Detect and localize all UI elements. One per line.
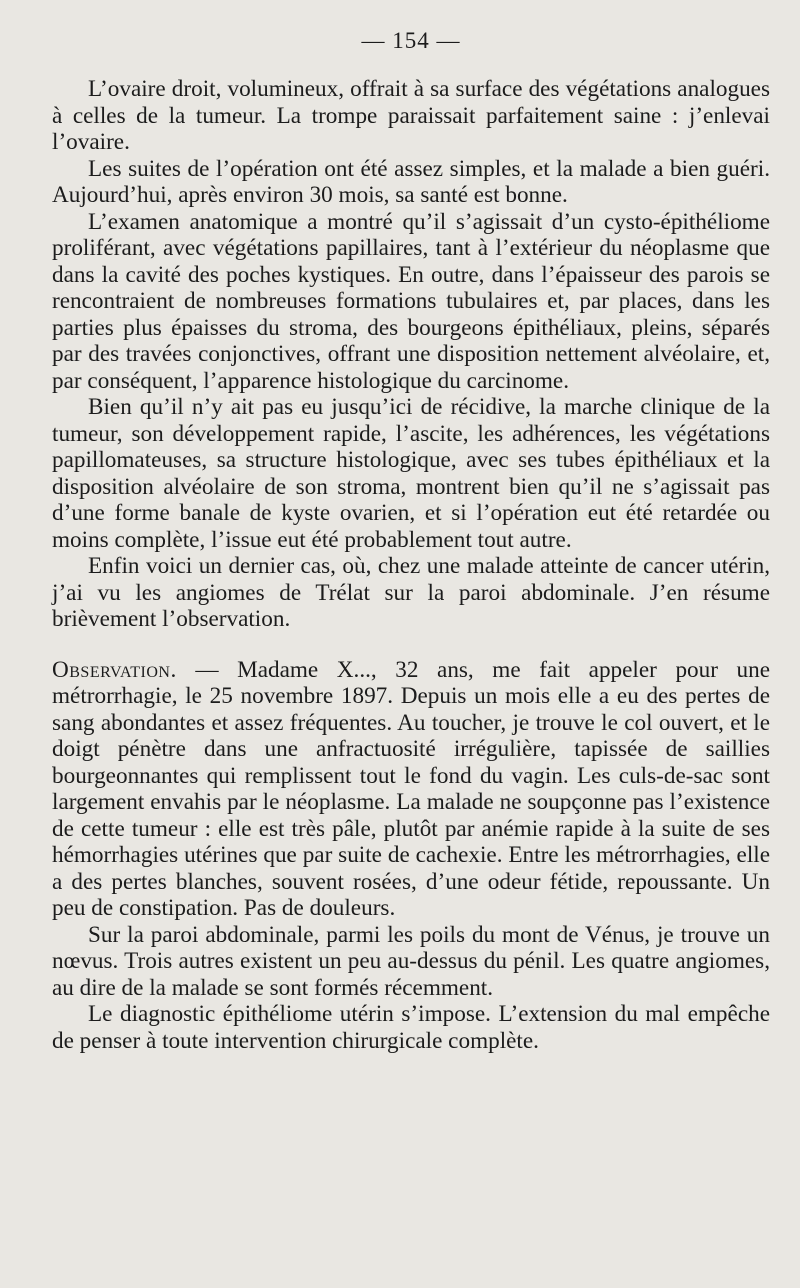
paragraph-anatomy: L’examen anatomique a montré qu’il s’agissait d’un cysto-épithéliome proliférant, avec végétations papillaires, tant à l’extérieur du néoplasme que dans la cavité des poches kystiques. En outre, dans l’épaisseur des parois se rencontraient de nombreuses formations tubulaires et, par places, dans les parties plus épaisses du stroma, des bourgeons épithéliaux, pleins, séparés par des travées conjonctives, offrant une disposition nettement alvéolaire, et, par conséquent, l’apparence histologique du carcinome.	[52, 208, 770, 394]
observation-label: Observation.	[52, 656, 177, 683]
page-text	[52, 76, 770, 1054]
paragraph-recovery: Les suites de l’opération ont été assez simples, et la malade a bien guéri. Aujourd’hui, après environ 30 mois, sa santé est bonne.	[52, 155, 770, 208]
paragraph-diagnosis: Le diagnostic épithéliome utérin s’impose. L’extension du mal empêche de penser à toute intervention chirurgicale complète.	[52, 1001, 770, 1054]
paragraph-clinical: Bien qu’il n’y ait pas eu jusqu’ici de récidive, la marche clinique de la tumeur, son développement rapide, l’ascite, les adhérences, les végétations papillomateuses, sa structure histologique, avec ses tubes épithéliaux et la disposition alvéolaire de son stroma, montrent bien qu’il ne s’agissait pas d’une forme banale de kyste ovarien, et si l’opération eut été retardée ou moins complète, l’issue eut été probablement tout autre.	[52, 394, 770, 553]
observation-paragraph	[52, 657, 770, 922]
page-number: — 154 —	[361, 28, 461, 53]
paragraph-naevus: Sur la paroi abdominale, parmi les poils du mont de Vénus, je trouve un nœvus. Trois autres existent un peu au-dessus du pénil. Les quatre angiomes, au dire de la malade se sont formés récemment.	[52, 921, 770, 1001]
paragraph-ovary: L’ovaire droit, volumineux, offrait à sa surface des végétations analogues à celles de la tumeur. La trompe paraissait parfaitement saine : j’enlevai l’ovaire.	[52, 76, 770, 155]
observation-text: — Madame X..., 32 ans, me fait appeler pour une métrorrhagie, le 25 novembre 1897. Depuis un mois elle a eu des pertes de sang abondantes et assez fréquentes. Au toucher, je trouve le col ouvert, et le doigt pénètre dans une anfractuosité irrégulière, tapissée de saillies bourgeonnantes qui remplissent tout le fond du vagin. Les culs-de-sac sont largement envahis par le néoplasme. La malade ne soupçonne pas l’existence de cette tumeur : elle est très pâle, plutôt par anémie rapide à la suite de ses hémorrhagies utérines que par suite de cachexie. Entre les métrorrhagies, elle a des pertes blanches, souvent rosées, d’une odeur fétide, repoussante. Un peu de constipation. Pas de douleurs.	[52, 656, 770, 921]
paragraph-last-case: Enfin voici un dernier cas, où, chez une malade atteinte de cancer utérin, j’ai vu les angiomes de Trélat sur la paroi abdominale. J’en résume brièvement l’observation.	[52, 553, 770, 632]
